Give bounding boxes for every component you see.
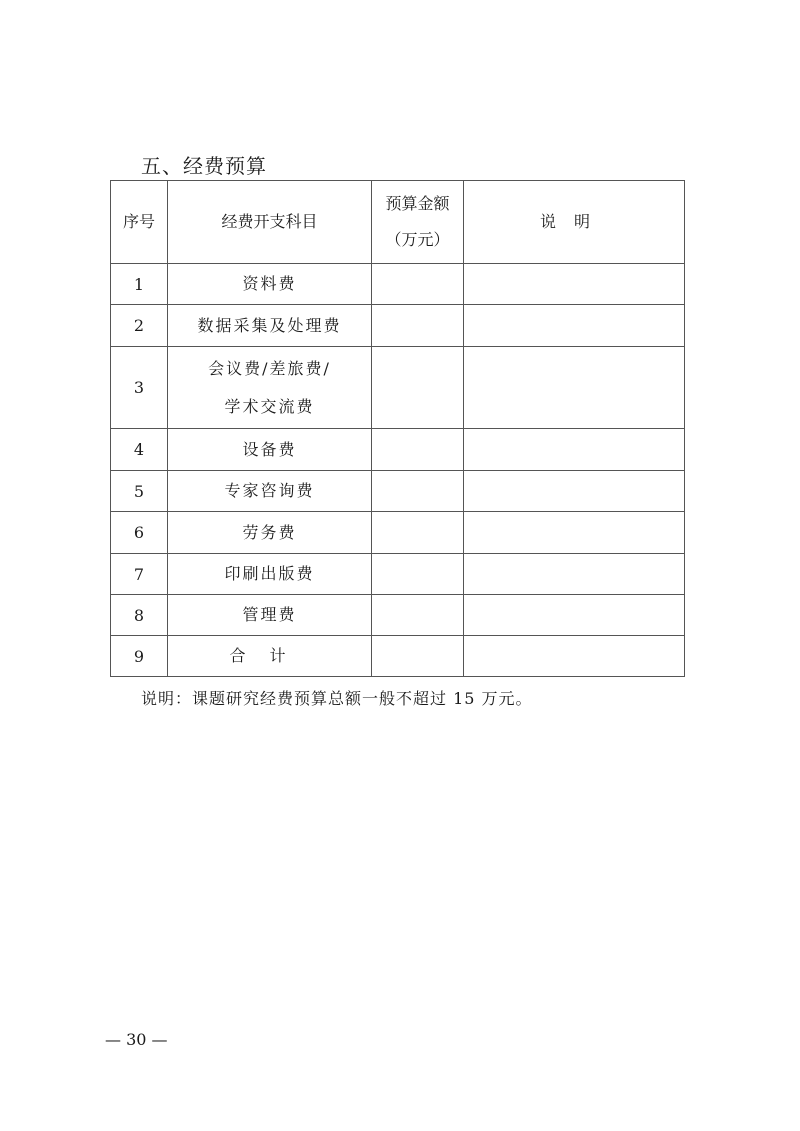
row-amount-cell	[372, 264, 464, 305]
row-amount-cell	[372, 595, 464, 636]
row-item: 管理费	[168, 595, 372, 636]
row-amount-cell	[372, 347, 464, 429]
table-row	[111, 264, 685, 305]
row-explain-cell	[464, 347, 685, 429]
row-explain-cell	[464, 305, 685, 347]
row-amount-cell	[372, 471, 464, 512]
table-row	[111, 512, 685, 554]
budget-note: 说明：课题研究经费预算总额一般不超过 15 万元。	[141, 689, 533, 708]
row-item-line1: 会议费/差旅费/	[208, 358, 331, 378]
row-seq: 2	[111, 305, 168, 347]
row-item: 专家咨询费	[168, 471, 372, 512]
row-explain-cell	[464, 636, 685, 677]
header-amount-label: 预算金额	[385, 194, 450, 213]
row-explain-cell	[464, 595, 685, 636]
row-item: 设备费	[168, 429, 372, 471]
table-row	[111, 636, 685, 677]
row-item: 印刷出版费	[168, 554, 372, 595]
row-seq: 7	[111, 554, 168, 595]
row-item: 数据采集及处理费	[168, 305, 372, 347]
row-seq: 3	[111, 347, 168, 429]
table-row	[111, 305, 685, 347]
section-heading: 五、经费预算	[141, 154, 267, 178]
table-row	[111, 554, 685, 595]
row-seq: 8	[111, 595, 168, 636]
header-item: 经费开支科目	[168, 181, 372, 264]
row-seq: 1	[111, 264, 168, 305]
table-row	[111, 347, 685, 429]
row-item-line2: 学术交流费	[224, 396, 315, 416]
table-row	[111, 595, 685, 636]
row-amount-cell	[372, 512, 464, 554]
row-seq: 6	[111, 512, 168, 554]
row-item-total: 合计	[168, 636, 372, 677]
row-explain-cell	[464, 264, 685, 305]
header-amount-unit: （万元）	[385, 230, 450, 249]
row-seq: 9	[111, 636, 168, 677]
table-header-row	[111, 181, 685, 264]
row-explain-cell	[464, 512, 685, 554]
row-amount-cell	[372, 305, 464, 347]
header-seq: 序号	[111, 181, 168, 264]
row-seq: 4	[111, 429, 168, 471]
header-amount	[372, 181, 464, 264]
table-row	[111, 429, 685, 471]
row-item: 劳务费	[168, 512, 372, 554]
row-item	[168, 347, 372, 429]
row-amount-cell	[372, 636, 464, 677]
row-seq: 5	[111, 471, 168, 512]
row-amount-cell	[372, 554, 464, 595]
row-item: 资料费	[168, 264, 372, 305]
header-explain: 说明	[464, 181, 685, 264]
row-explain-cell	[464, 471, 685, 512]
budget-table	[110, 180, 685, 677]
table-row	[111, 471, 685, 512]
row-explain-cell	[464, 429, 685, 471]
row-amount-cell	[372, 429, 464, 471]
page-number: — 30 —	[105, 1030, 168, 1049]
row-explain-cell	[464, 554, 685, 595]
